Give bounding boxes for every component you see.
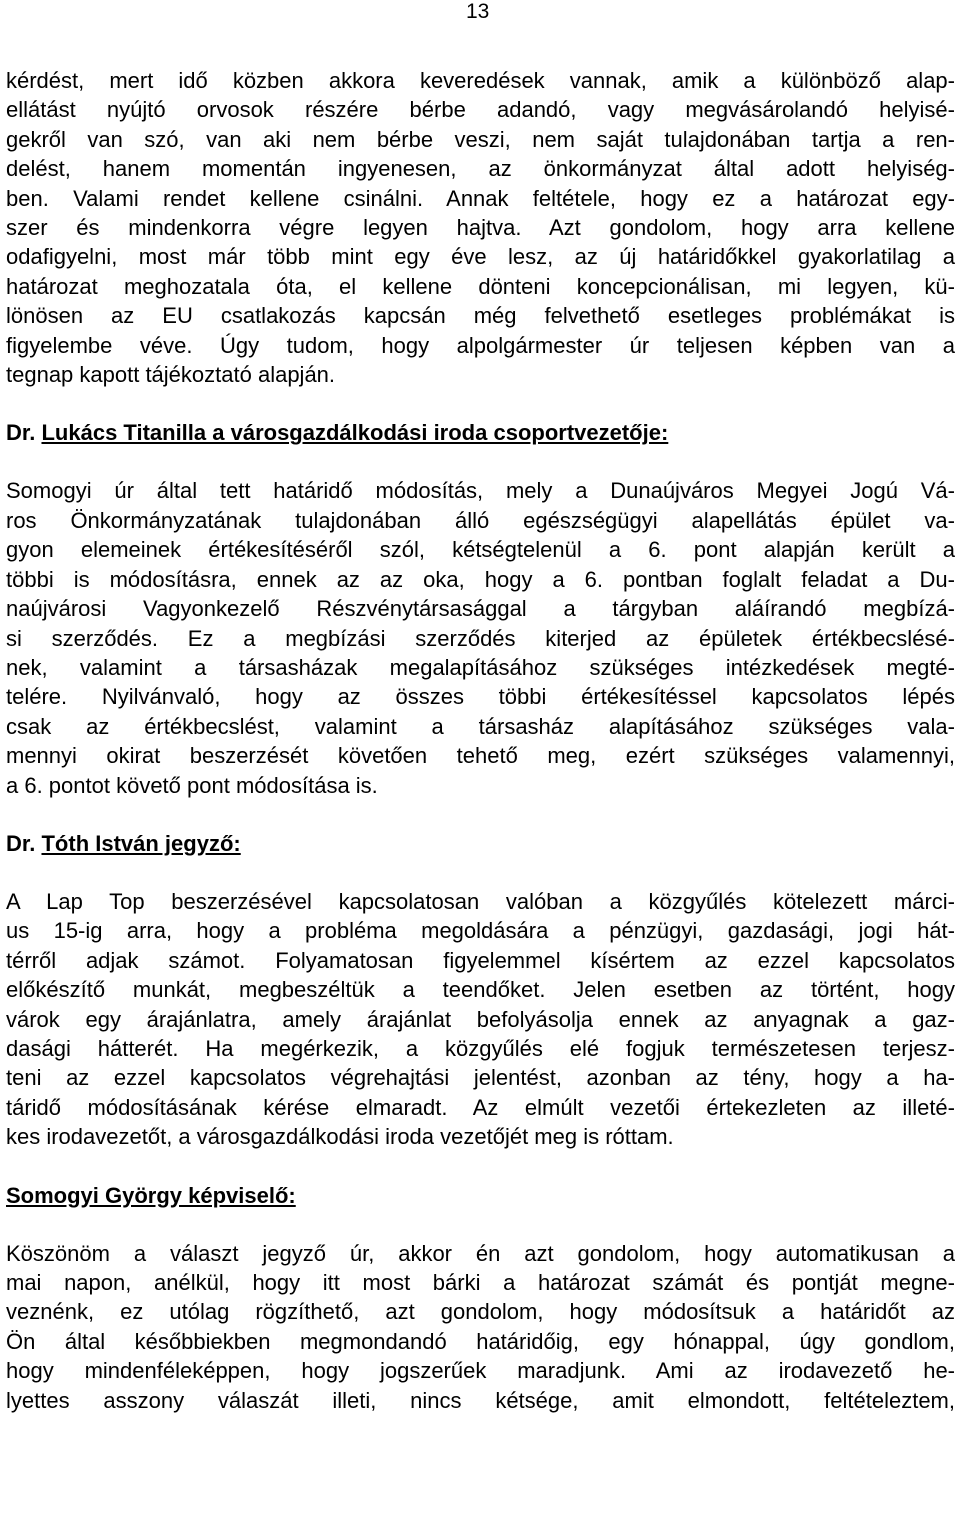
spacer xyxy=(6,800,955,829)
text-line: ros Önkormányzatának tulajdonában álló egészségügyi alapellátás épület va- xyxy=(6,507,955,533)
text-line: gekről van szó, van aki nem bérbe veszi, nem saját tulajdonában tartja a ren- xyxy=(6,126,955,152)
text-line: odafigyelni, most már több mint egy éve lesz, az új határidőkkel gyakorlatilag a xyxy=(6,244,955,270)
text-line: A Lap Top beszerzésével kapcsolatosan valóban a közgyűlés kötelezett márci- xyxy=(6,888,955,914)
text-line: szer és mindenkorra végre legyen hajtva. Azt gondolom, hogy arra kellene xyxy=(6,215,955,241)
text-line: Ön által későbbiekben megmondandó határidőig, egy hónappal, úgy gondlom, xyxy=(6,1328,955,1354)
speaker-heading xyxy=(6,1181,955,1210)
text-line: mai napon, anélkül, hogy itt most bárki a határozat számát és pontját megne- xyxy=(6,1270,955,1295)
text-line: si szerződés. Ez a megbízási szerződés kiterjed az épületek értékbecslésé- xyxy=(6,625,955,651)
text-line: hogy mindenféleképpen, hogy jogszerűek maradjunk. Ami az irodavezető he- xyxy=(6,1358,955,1384)
spacer xyxy=(6,447,955,476)
text-line: dasági hátterét. Ha megérkezik, a közgyűlés elé fogjuk természetesen terjesz- xyxy=(6,1035,955,1061)
speaker-heading xyxy=(6,418,955,447)
text-line: táridő módosításának kérése elmaradt. Az elmúlt vezetői értekezleten az illeté- xyxy=(6,1094,955,1120)
text-line: térről adjak számot. Folyamatosan figyelemmel kísértem az ezzel kapcsolatos xyxy=(6,947,955,973)
text-line: tegnap kapott tájékoztató alapján. xyxy=(6,362,336,388)
text-line: gyon elemeinek értékesítéséről szól, kétségtelenül a 6. pont alapján került a xyxy=(6,537,955,563)
text-line: ben. Valami rendet kellene csinálni. Annak feltétele, hogy ez a határozat egy- xyxy=(6,185,955,211)
text-line: Köszönöm a választ jegyző úr, akkor én azt gondolom, hogy automatikusan a xyxy=(6,1240,955,1266)
text-line: us 15-ig arra, hogy a probléma megoldására a pénzügyi, gazdasági, jogi hát- xyxy=(6,918,955,944)
document-body xyxy=(6,66,955,1415)
spacer xyxy=(6,1210,955,1239)
spacer xyxy=(6,858,955,887)
text-line: lyettes asszony válaszát illeti, nincs kétsége, amit elmondott, feltételeztem, xyxy=(6,1387,955,1413)
text-line: naújvárosi Vagyonkezelő Részvénytársasággal a tárgyban aláírandó megbízá- xyxy=(6,596,955,622)
text-line: várok egy árajánlatra, amely árajánlat befolyásolja ennek az anyagnak a gaz- xyxy=(6,1006,955,1032)
text-line: mennyi okirat beszerzését követően tehető meg, ezért szükséges valamennyi, xyxy=(6,743,955,769)
speaker-name: Lukács Titanilla a városgazdálkodási iroda csoportvezetője: xyxy=(41,420,669,446)
paragraph xyxy=(6,887,955,1152)
speaker-name: Somogyi György képviselő: xyxy=(6,1182,296,1208)
text-line: nek, valamint a társasházak megalapításához szükséges intézkedések megté- xyxy=(6,654,955,680)
text-line: ellátást nyújtó orvosok részére bérbe adandó, vagy megvásárolandó helyisé- xyxy=(6,97,955,123)
speaker-title-prefix: Dr. xyxy=(6,420,36,446)
text-line: teni az ezzel kapcsolatos végrehajtási jelentést, azonban az tény, hogy a ha- xyxy=(6,1065,955,1091)
text-line: határozat meghozatala óta, el kellene dönteni koncepcionálisan, mi legyen, kü- xyxy=(6,273,955,299)
text-line: előkészítő munkát, megbeszéltük a teendőket. Jelen esetben az történt, hogy xyxy=(6,977,955,1003)
text-line: delést, hanem momentán ingyenesen, az önkormányzat által adott helyiség- xyxy=(6,156,955,182)
text-line: kes irodavezetőt, a városgazdálkodási iroda vezetőjét meg is róttam. xyxy=(6,1124,674,1150)
text-line: Somogyi úr által tett határidő módosítás, mely a Dunaújváros Megyei Jogú Vá- xyxy=(6,478,955,504)
paragraph xyxy=(6,66,955,389)
spacer xyxy=(6,1152,955,1181)
text-line: a 6. pontot követő pont módosítása is. xyxy=(6,772,378,798)
text-line: csak az értékbecslést, valamint a társasház alapításához szükséges vala- xyxy=(6,713,955,739)
text-line: veznénk, ez utólag rögzíthető, azt gondolom, hogy módosítsuk a határidőt az xyxy=(6,1299,955,1325)
text-line: telére. Nyilvánvaló, hogy az összes többi értékesítéssel kapcsolatos lépés xyxy=(6,684,955,710)
text-line: kérdést, mert idő közben akkora keveredések vannak, amik a különböző alap- xyxy=(6,68,955,93)
speaker-name: Tóth István jegyző: xyxy=(41,830,241,856)
text-line: többi is módosításra, ennek az az oka, hogy a 6. pontban foglalt feladat a Du- xyxy=(6,566,955,592)
speaker-heading xyxy=(6,829,955,858)
text-line: lönösen az EU csatlakozás kapcsán még felvethető esetleges problémákat is xyxy=(6,303,955,329)
speaker-title-prefix: Dr. xyxy=(6,830,36,856)
paragraph xyxy=(6,476,955,799)
paragraph xyxy=(6,1239,955,1415)
spacer xyxy=(6,389,955,418)
page-number: 13 xyxy=(466,0,490,23)
text-line: figyelembe véve. Úgy tudom, hogy alpolgármester úr teljesen képben van a xyxy=(6,332,955,358)
